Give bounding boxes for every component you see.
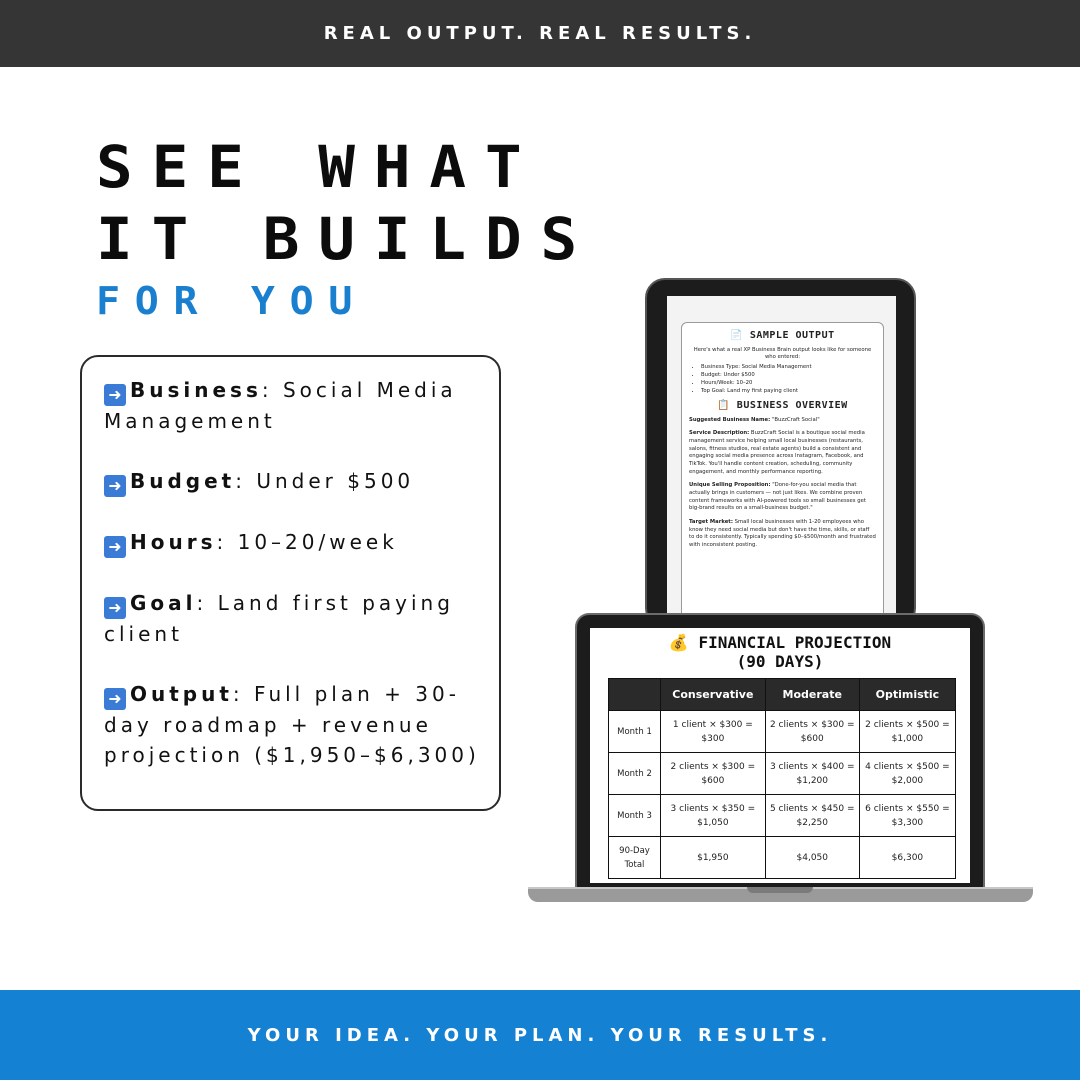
info-value: 10–20/week bbox=[237, 530, 398, 554]
info-value: Social Media Management bbox=[104, 378, 457, 433]
info-sep: : bbox=[232, 682, 255, 706]
bottom-banner-text: YOUR IDEA. YOUR PLAN. YOUR RESULTS. bbox=[247, 1024, 833, 1046]
table-row bbox=[609, 795, 956, 837]
table-header-row bbox=[609, 679, 956, 711]
financial-projection-title bbox=[590, 633, 970, 671]
headline-line-2: IT BUILDS bbox=[96, 205, 597, 273]
info-item-budget bbox=[104, 466, 499, 497]
table-cell: 4 clients × $500 = $2,000 bbox=[859, 753, 955, 795]
list-item: • Hours/Week: 10–20 bbox=[701, 380, 876, 388]
bottom-banner bbox=[0, 990, 1080, 1080]
info-item-hours bbox=[104, 527, 499, 558]
info-sep: : bbox=[261, 378, 283, 402]
doc-paragraph bbox=[689, 417, 876, 425]
top-banner bbox=[0, 0, 1080, 67]
sample-output-heading: 📄 SAMPLE OUTPUT bbox=[730, 330, 835, 341]
headline-accent: FOR YOU bbox=[96, 279, 368, 323]
info-sep: : bbox=[235, 469, 257, 493]
doc-paragraph bbox=[689, 482, 876, 513]
table-cell: 3 clients × $400 = $1,200 bbox=[765, 753, 859, 795]
right-arrow-icon: ➜ bbox=[104, 597, 126, 619]
doc-paragraph-label: Unique Selling Proposition: bbox=[689, 482, 771, 489]
info-item-goal bbox=[104, 588, 499, 649]
list-item: • Top Goal: Land my first paying client bbox=[701, 388, 876, 396]
sample-output-document bbox=[681, 322, 884, 616]
info-key: Budget bbox=[130, 469, 236, 493]
right-arrow-icon: ➜ bbox=[104, 475, 126, 497]
info-sep: : bbox=[216, 530, 238, 554]
tablet-device bbox=[645, 278, 916, 628]
financial-title-line-1: 💰 FINANCIAL PROJECTION bbox=[668, 633, 892, 652]
info-key: Output bbox=[130, 682, 233, 706]
info-key: Business bbox=[130, 378, 262, 402]
top-banner-text: REAL OUTPUT. REAL RESULTS. bbox=[323, 23, 757, 44]
info-key: Goal bbox=[130, 591, 197, 615]
table-cell: 3 clients × $350 = $1,050 bbox=[661, 795, 766, 837]
info-card bbox=[80, 355, 501, 811]
table-row bbox=[609, 837, 956, 879]
table-cell: $6,300 bbox=[859, 837, 955, 879]
table-row-label: Month 2 bbox=[609, 753, 661, 795]
table-cell: 1 client × $300 = $300 bbox=[661, 711, 766, 753]
sample-output-intro: Here's what a real XP Business Brain output looks like for someone who entered: bbox=[693, 347, 872, 361]
table-cell: $1,950 bbox=[661, 837, 766, 879]
table-cell: 6 clients × $550 = $3,300 bbox=[859, 795, 955, 837]
financial-title-line-2: (90 DAYS) bbox=[736, 652, 824, 671]
table-row bbox=[609, 753, 956, 795]
financial-projection-table bbox=[608, 678, 956, 879]
doc-paragraph-label: Service Description: bbox=[689, 430, 750, 437]
list-item: • Business Type: Social Media Management bbox=[701, 364, 876, 372]
business-overview-heading: 📋 BUSINESS OVERVIEW bbox=[717, 399, 848, 411]
info-value: Full plan + 30-day roadmap + revenue projection ($1,950–$6,300) bbox=[104, 682, 480, 767]
info-value: Land first paying client bbox=[104, 591, 454, 646]
table-row-label: Month 3 bbox=[609, 795, 661, 837]
table-cell: $4,050 bbox=[765, 837, 859, 879]
list-item: • Budget: Under $500 bbox=[701, 372, 876, 380]
table-row-label: Month 1 bbox=[609, 711, 661, 753]
table-header-cell: Conservative bbox=[661, 679, 766, 711]
info-sep: : bbox=[196, 591, 218, 615]
sample-output-inputs bbox=[689, 364, 876, 396]
table-header-cell bbox=[609, 679, 661, 711]
doc-paragraph-label: Target Market: bbox=[689, 518, 733, 525]
laptop-notch bbox=[747, 887, 813, 893]
table-cell: 2 clients × $300 = $600 bbox=[765, 711, 859, 753]
info-item-business bbox=[104, 375, 499, 436]
right-arrow-icon: ➜ bbox=[104, 688, 126, 710]
table-cell: 2 clients × $300 = $600 bbox=[661, 753, 766, 795]
info-value: Under $500 bbox=[256, 469, 415, 493]
table-header-cell: Optimistic bbox=[859, 679, 955, 711]
info-item-output bbox=[104, 679, 499, 770]
right-arrow-icon: ➜ bbox=[104, 536, 126, 558]
headline-line-1: SEE WHAT bbox=[96, 133, 541, 201]
doc-paragraph-text: "BuzzCraft Social" bbox=[770, 416, 820, 423]
table-row bbox=[609, 711, 956, 753]
doc-paragraph-text: BuzzCraft Social is a boutique social media management service helping small local businesses (restaurants, salons, fitness studios, real estate agents) build a consistent and engaging social media presence across Instagram, Facebook, and TikTok. You'll handle content creation, scheduling, community engagement, and monthly performance reporting. bbox=[689, 430, 865, 475]
headline bbox=[96, 133, 597, 323]
right-arrow-icon: ➜ bbox=[104, 384, 126, 406]
doc-paragraph-label: Suggested Business Name: bbox=[689, 416, 771, 423]
info-key: Hours bbox=[130, 530, 217, 554]
table-header-cell: Moderate bbox=[765, 679, 859, 711]
doc-paragraph-text: "Done-for-you social media that actually brings in customers — not just likes. We combine proven content frameworks with AI-powered tools so small businesses get big-brand results on a small-business budget." bbox=[689, 482, 866, 512]
doc-paragraph-text: Small local businesses with 1-20 employees who know they need social media but don't have the time, skills, or staff to do it consistently. Typically spending $0–$500/month and frustrated with inconsistent posting. bbox=[689, 518, 876, 548]
tablet-screen bbox=[667, 296, 896, 616]
doc-paragraph bbox=[689, 519, 876, 550]
table-cell: 5 clients × $450 = $2,250 bbox=[765, 795, 859, 837]
laptop-screen bbox=[590, 628, 970, 883]
table-row-label: 90-Day Total bbox=[609, 837, 661, 879]
table-cell: 2 clients × $500 = $1,000 bbox=[859, 711, 955, 753]
laptop-device bbox=[575, 613, 985, 890]
doc-paragraph bbox=[689, 430, 876, 476]
